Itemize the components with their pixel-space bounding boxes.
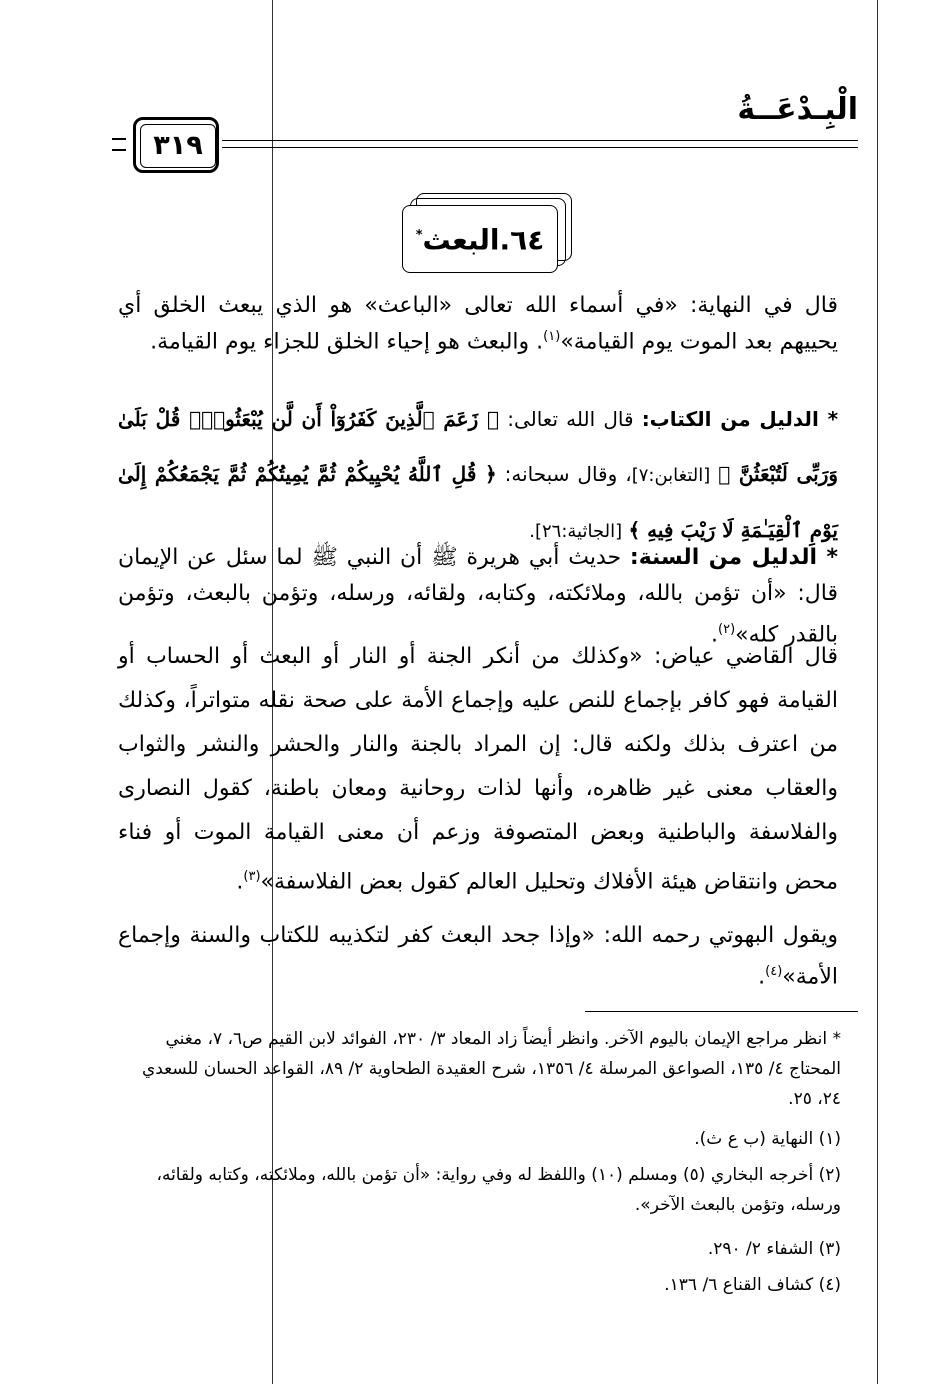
paragraph-qadi-iyad xyxy=(118,635,838,904)
verse-jathiya: ﴿ قُلِ ٱللَّهُ يُحْيِيكُمْ ثُمَّ يُمِيتُكُمْ ثُمَّ يَجْمَعُكُمْ إِلَىٰ يَوْمِ ٱلْقِيَـٰمَةِ لَا رَيْبَ فِيهِ ﴾ xyxy=(118,462,838,542)
verse-taghabun: ﴿ زَعَمَ ٱلَّذِينَ كَفَرُوٓاْ أَن لَّن يُبْعَثُواْۚ قُلْ بَلَىٰ وَرَبِّى لَتُبْعَثُنَّ ﴾ xyxy=(118,407,839,486)
sunnah-evidence-label: * الدليل من السنة: xyxy=(629,545,838,570)
quran-evidence-mid: ، وقال سبحانه: xyxy=(504,462,632,486)
definition-text: قال في النهاية: «في أسماء الله تعالى «الباعث» هو الذي يبعث الخلق أي يحييهم بعد الموت يوم القيامة» xyxy=(118,293,838,355)
quran-evidence-label: * الدليل من الكتاب: xyxy=(641,407,839,431)
footnote-3: (٣) الشفاء ٢/ ٢٩٠. xyxy=(707,1239,841,1259)
verse-ref-jathiya: [الجاثية:٢٦]. xyxy=(529,521,623,542)
qadi-iyad-end: . xyxy=(236,869,244,895)
footnote-2: (٢) أخرجه البخاري (٥) ومسلم (١٠) واللفظ له وفي رواية: «أن تؤمن بالله، وملائكته، وكتابه ولقائه، ورسله، وتؤمن بالبعث الآخر». xyxy=(156,1165,841,1215)
header-rule-bottom xyxy=(222,147,858,148)
definition-end: . والبعث هو إحياء الخلق للجزاء يوم القيامة. xyxy=(150,329,544,355)
header-rule-top xyxy=(222,140,858,141)
sunnah-evidence-text: حديث أبي هريرة ﷺ أن النبي ﷺ لما سئل عن الإيمان قال: «أن تؤمن بالله، وملائكته، وكتابه، ولقائه، ورسله، وتؤمن بالبعث، وتؤمن بالقدر كله» xyxy=(118,545,838,648)
chapter-title-marker: * xyxy=(415,228,423,243)
footnote-star: * انظر مراجع الإيمان باليوم الآخر. وانظر أيضاً زاد المعاد ٣/ ٢٣٠، الفوائد لابن القيم ص٦، ٧، مغني المحتاج ٤/ ١٣٥، الصواعق المرسلة ٤/ ١٣٥٦، شرح العقيدة الطحاوية ٢/ ٨٩، القواعد الحسان للسعدي ٢٤، ٢٥. xyxy=(141,1029,841,1109)
quran-evidence-lead: قال الله تعالى: xyxy=(507,407,634,431)
footnote-4: (٤) كشاف القناع ٦/ ١٣٦. xyxy=(664,1275,841,1295)
chapter-title xyxy=(402,216,558,260)
qadi-iyad-text: قال القاضي عياض: «وكذلك من أنكر الجنة أو النار أو البعث أو الحساب أو القيامة فهو كافر بإجماع للنص عليه وإجماع الأمة على صحة نقله متواتراً، وكذلك من اعترف بذلك ولكنه قال: إن المراد بالجنة والنار والحشر والنشر والثواب والعقاب معنى غير ظاهره، وأنها لذات روحانية ومعان باطنة، كقول النصارى والفلاسفة والباطنية وبعض المتصوفة وزعم أن معنى القيامة الموت أو فناء محض وانتقاض هيئة الأفلاك وتحليل العالم كقول بعض الفلاسفة» xyxy=(118,644,838,895)
buhuti-quote: «وإذا جحد البعث كفر لتكذيبه للكتاب والسنة وإجماع الأمة» xyxy=(118,923,838,990)
paragraph-buhuti xyxy=(118,918,838,995)
footnote-ref-4[interactable]: (٤) xyxy=(765,964,783,979)
footnote-separator xyxy=(585,1011,858,1012)
running-title: الْبِـدْعَــةُ xyxy=(737,92,858,127)
footnote-ref-3[interactable]: (٣) xyxy=(243,869,261,884)
chapter-title-text: ٦٤.البعث xyxy=(422,223,545,257)
page-number: ٣١٩ xyxy=(140,124,216,168)
header-double-dash xyxy=(112,138,126,151)
footnote-1: (١) النهاية (ب ع ث). xyxy=(694,1129,841,1149)
buhuti-lead: ويقول البهوتي رحمه الله: xyxy=(603,923,838,948)
scan-line-right xyxy=(877,0,878,1384)
paragraph-definition xyxy=(118,290,838,357)
verse-ref-taghabun: [التغابن:٧] xyxy=(631,465,711,486)
sunnah-evidence-end: . xyxy=(711,622,719,648)
footnote-ref-2[interactable]: (٢) xyxy=(718,622,736,637)
footnote-ref-1[interactable]: (١) xyxy=(543,329,561,344)
paragraph-quran-evidence xyxy=(118,392,838,559)
buhuti-end: . xyxy=(758,964,766,990)
